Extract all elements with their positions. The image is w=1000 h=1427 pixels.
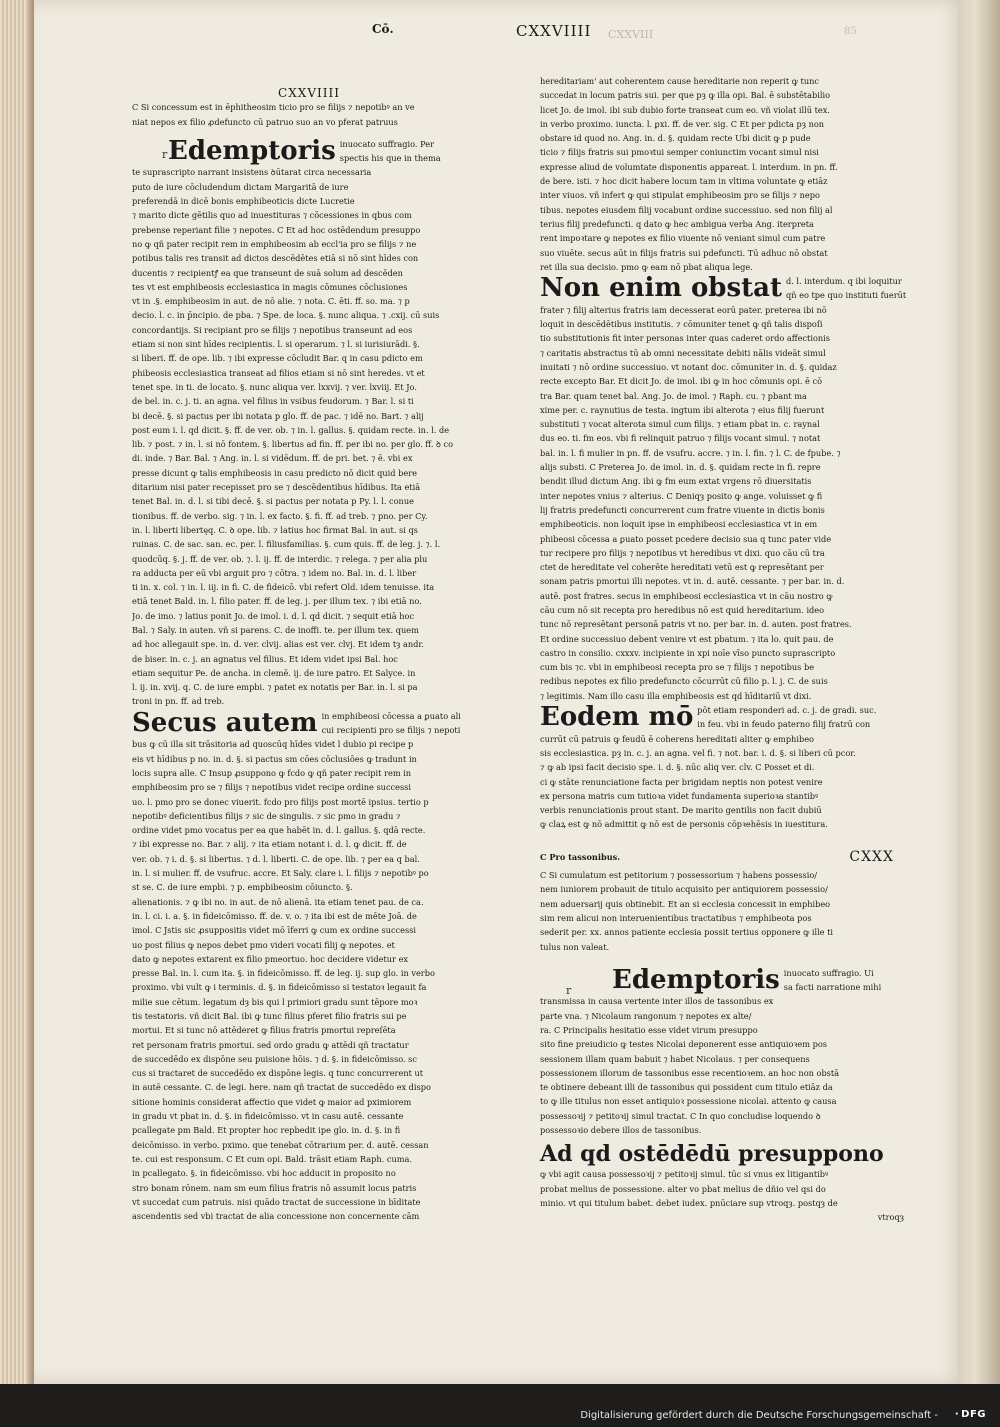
- text-line: inuitati ⁊ nō ordine successiuo. vt notant doc. cōmuniter in. d. §. quidaz: [540, 361, 837, 372]
- text-line: sim rem alicui non interuenientibus tractatibus ⁊ emphibeota pos: [540, 912, 812, 923]
- text-line: tis testatoris. vñ dicit Bal. ibi ꝙ tunc filius pferet filio fratris sui pe: [132, 1011, 407, 1021]
- text-line: ex persona matris cum tutioꝛa videt fundamenta superioꝛa stantibꝰ: [540, 790, 819, 801]
- dfg-logo-text: DFG: [961, 1409, 986, 1420]
- text-line: tra Bar. quam tenet bal. Ang. Jo. de imol. ⁊ Raph. cu. ⁊ pbant ma: [540, 390, 807, 401]
- text-line: tenet Bal. in. d. l. si tibi decē. §. si pactus per notata p Py. l. l. conue: [132, 496, 414, 507]
- text-line: etiā tenet Bald. in. l. filio pater. ff. de leg. j. per illum tex. ⁊ ibi etiā no.: [132, 596, 422, 607]
- text-line: tulus non valeat.: [540, 941, 610, 952]
- text-line: in feu. vbi in feudo paterno filij fratrū con: [697, 719, 871, 730]
- section-summary: [540, 868, 904, 954]
- text-line: nem iuniorem probauit de titulo acquisito per antiquiorem possessio/: [540, 884, 828, 895]
- text-line: inuocato suffragio. Ui: [783, 967, 874, 978]
- page-right-edge: [958, 0, 1000, 1384]
- left-block1-text: [132, 165, 486, 708]
- text-line: ducentis ⁊ recipientꝭ ea que transeunt de suā solum ad descēden: [132, 267, 403, 278]
- text-line: spectis his que in thema: [339, 153, 441, 164]
- right-block1-initial: Non enim obstat: [540, 273, 782, 304]
- text-line: alijs substi. C Preterea Jo. de imol. in. d. §. quidam recte in fi. repre: [540, 462, 821, 473]
- right-block2-text: [540, 732, 904, 832]
- text-line: stro bonam rōnem. nam sm eum filius fratris nō assumit locus patris: [132, 1182, 417, 1193]
- text-line: verbis renunciationis prout stant. De marito gentilis non facit dubiū: [540, 805, 822, 816]
- text-line: presse dicunt ꝙ talis emphibeosis in casu predicto nō dicit quid bere: [132, 467, 417, 478]
- left-block2-initial: Secus autem: [132, 707, 318, 738]
- left-intro: [132, 100, 486, 129]
- text-line: Bal. ⁊ Saly. in auten. vñ si parens. C. de inoffi. te. per illum tex. quem: [132, 624, 419, 635]
- text-line: suo viuēte. secus aūt in filijs fratris sui pdefuncti. Tū adhuc nō obstat: [540, 247, 828, 258]
- text-line: te obtinere debeant illi de tassonibus qui possident cum titulo etiāz da: [540, 1082, 833, 1093]
- text-line: prebense reperiant filie ⁊ nepotes. C Et ad hoc ostēdendum presuppo: [132, 224, 421, 235]
- text-line: obstare id quod no. Ang. in. d. §. quidam recte Ubi dicit ꝙ p pude: [540, 133, 811, 144]
- text-line: l. ij. in. xvij. q. C. de iure empbi. ⁊ patet ex notatis per Bar. in. l. si pa: [132, 682, 418, 693]
- right-block3-heading: [540, 966, 904, 995]
- text-line: redibus nepotes ex filio predefuncto cōcurrūt cū filio p. l. j. C. de suis: [540, 676, 828, 687]
- text-line: ⁊ legitimis. Nam illo casu illa emphibeosis est qd hīditariū vt dixi.: [540, 690, 812, 701]
- text-line: bendit illud dictum Ang. ibi ꝙ fm eum extat vrgens rō diuersitatis: [540, 476, 812, 487]
- text-line: rent impoꝛtare ꝙ nepotes ex filio viuente nō veniant simul cum patre: [540, 233, 826, 244]
- text-line: tibus. nepotes eiusdem filij vocabunt ordine successiuo. sed non filij al: [540, 204, 833, 215]
- text-line: in. l. liberti libertęq. C. ꝺ ope. lib. ⁊ latius hoc firmat Bal. in aut. si qs: [132, 524, 418, 535]
- text-line: possessoꝛij ⁊ petitoꝛij simul tractat. C In quo concludise loquendo ꝺ: [540, 1110, 821, 1121]
- text-line: niat nepos ex filio ꝓdefuncto cū patruo suo an vo pferat patruus: [132, 116, 398, 127]
- text-line: nepotibꝰ deficientibus filijs ⁊ sic de singulis. ⁊ sic pmo in gradu ⁊: [132, 810, 401, 821]
- text-line: deicōmisso. in verbo. pximo. que tenebat cōtrarium per. d. autē. cessan: [132, 1139, 429, 1150]
- text-line: potibus talis res transit ad dictos descēdētes etiā si nō sint hīdes con: [132, 253, 419, 264]
- text-line: pōt etiam responderi ad. c. j. de gradi. suc.: [697, 705, 877, 716]
- text-line: hereditariam' aut coherentem cause hereditarie non reperit ꝙ tunc: [540, 76, 819, 86]
- text-line: nem aduersarij quis obtinebit. Et an si ecclesia concessit in emphibeo: [540, 898, 831, 909]
- left-block1-heading: [132, 137, 486, 166]
- folio-left: Cō.: [372, 22, 394, 36]
- text-line: ra. C Principalis hesitatio esse videt virum presuppo: [540, 1025, 758, 1035]
- text-line: tur recipere pro filijs ⁊ nepotibus vt heredibus vt dixi. quo cāu cū tra: [540, 547, 825, 558]
- margin-mark-right: r: [566, 984, 572, 997]
- text-line: de bel. in. c. j. ti. an agna. vel filius in vsibus feudorum. ⁊ Bar. l. si ti: [132, 396, 414, 407]
- text-line: etiam sequitur Pe. de ancha. in clemē. ij. de iure patro. Et Salyce. in: [132, 667, 416, 678]
- text-line: licet Jo. de imol. ibi sub dubio forte transeat cum eo. vñ violat illū tex.: [540, 104, 830, 115]
- text-line: di. inde. ⁊ Bar. Bal. ⁊ Ang. in. l. si vidēdum. ff. de pri. bet. ⁊ ē. vbi ex: [132, 453, 413, 464]
- text-line: ret illa sua decisio. pmo ꝙ eam nō pbat aliqua lege.: [540, 261, 753, 272]
- text-line: uo. l. pmo pro se donec viuerit. fcdo pro filijs post mortē ipsius. tertio p: [132, 796, 429, 807]
- text-line: in pcallegato. §. in fideicōmisso. vbi hoc adducit in proposito no: [132, 1168, 396, 1179]
- text-line: dato ꝙ nepotes extarent ex filio pmeortuo. hoc decidere videtur ex: [132, 953, 409, 964]
- text-line: C Si cumulatum est petitorium ⁊ possessorium ⁊ habens possessio/: [540, 870, 818, 881]
- text-line: terius filij predefuncti. q dato ꝙ hec ambigua verba Ang. iterpreta: [540, 218, 814, 229]
- text-line: d. l. interdum. q ibi loquitur: [785, 276, 902, 287]
- right-block1-text: [540, 303, 904, 703]
- text-line: inuocato suffragio. Per: [339, 138, 435, 149]
- text-line: pcallegate pm Bald. Et propter hoc repbedit ipe glo. in. d. §. in fi: [132, 1125, 401, 1136]
- text-line: loquit in descēdētibus institutis. ⁊ cōmuniter tenet ꝙ qñ talis dispoſi: [540, 319, 823, 330]
- text-line: castro in consilio. cxxxv. incipiente in xpi noīe vīso puncto suprascripto: [540, 647, 836, 658]
- text-line: recte excepto Bar. Et dicit Jo. de imol. ibi ꝙ in hoc cōmunis opi. ē cō: [540, 376, 822, 387]
- text-line: ⁊ ibi expresse no. Bar. ⁊ alij. ⁊ ita etiam notant i. d. l. ꝙ dicit. ff. de: [132, 839, 407, 850]
- text-line: C Si concessum est in ēphitheosim ticio pro se filijs ⁊ nepotibꝰ an ve: [132, 102, 415, 113]
- text-line: ret personam fratris pmortui. sed ordo gradu ꝙ attēdi qñ tractatur: [132, 1039, 409, 1050]
- text-line: bus ꝙ cū illa sit trāsitoria ad quoscūq hīdes videt l dubio pi recipe p: [132, 739, 414, 750]
- text-line: autē. post fratres. secus in emphibeosi ecclesiastica vt in cāu nostro ꝙ: [540, 590, 833, 601]
- text-line: transmissa in causa vertente inter illos de tassonibus ex: [540, 996, 774, 1007]
- text-line: lib. ⁊ post. ⁊ in. l. si nō fontem. §. libertus ad fin. ff. per ibi no. per glo. ff. ꝺ co: [132, 439, 454, 450]
- text-line: sa facti narratione mihi: [783, 982, 882, 993]
- text-line: qñ eo tpe quo instituti fuerūt: [785, 290, 907, 301]
- text-line: ⁊ marito dicte gētilis quo ad inuestituras ⁊ cōcessiones in qbus com: [132, 210, 412, 221]
- section-number: CXXX: [849, 848, 894, 865]
- text-line: uo post filius ꝙ nepos debet pmo videri vocati filij ꝙ nepotes. et: [132, 939, 395, 950]
- text-line: in. l. si mulier. ff. de vsufruc. accre. Et Saly. clare i. l. filijs ⁊ nepotibꝰ po: [132, 868, 429, 879]
- right-intro: [540, 74, 904, 274]
- text-line: locis supra alle. C Insup ꝓsuppono ꝙ fcdo ꝙ qñ pater recipit rem in: [132, 767, 412, 778]
- text-line: ⁊ caritatis abstractus tū ab omni necessitate debiti nālis videāt simul: [540, 347, 826, 358]
- text-line: tenet spe. in ti. de locato. §. nunc aliqua ver. lxxvij. ⁊ ver. lxviij. Et Jo.: [132, 381, 417, 392]
- text-line: sito fine preiudicio ꝙ testes Nicolai deponerent esse antiquioꝛem pos: [540, 1039, 827, 1050]
- text-line: frater ⁊ filij alterius fratris iam decesserat eorū pater. preterea ibi nō: [540, 304, 827, 315]
- text-line: expresse aliud de volumtate disponentis appareat. l. interdum. in pn. ff.: [540, 161, 838, 172]
- text-line: ditarium nisi pater recepisset pro se ⁊ descēdentibus hīdibus. Ita etiā: [132, 482, 421, 493]
- text-line: cum bis ⁊c. vbi in emphibeosi recepta pro se ⁊ filijs ⁊ nepotibus be: [540, 662, 815, 673]
- left-block2-heading: [132, 709, 486, 738]
- text-line: minio. vt qui titulum babet. debet iudex. pnūciare sup vtroqȝ. postqȝ de: [540, 1197, 838, 1208]
- text-line: proximo. vbi vult ꝙ i terminis. d. §. in fideicōmisso si testatoꝛ legauit fa: [132, 982, 427, 993]
- text-line: imol. C Jstis sic ꝓsuppositis videt mō īferri ꝙ cum ex ordine successi: [132, 925, 417, 936]
- text-line: tunc nō represētant personā patris vt no. per bar. in. d. auten. post fratres.: [540, 619, 852, 630]
- text-line: substituti ⁊ vocat alterota simul cum filijs. ⁊ etiam pbat in. c. raynal: [540, 419, 820, 430]
- text-line: quodcūq. §. j. ff. de ver. ob. ⁊. l. ij. ff. de interdic. ⁊ relega. ⁊ per alia plu: [132, 553, 428, 564]
- text-line: vt in .§. emphibeosim in aut. de nō alie. ⁊ nota. C. ēti. ff. so. ma. ⁊ p: [132, 296, 410, 307]
- left-column-folio: CXXVIIII: [278, 86, 340, 100]
- text-line: sonam patris pmortui illi nepotes. vt in. d. autē. cessante. ⁊ per bar. in. d.: [540, 576, 845, 587]
- text-line: ruinas. C. de sac. san. ec. per. l. filiusfamilias. §. cum quis. ff. de leg. j. ⁊. l.: [132, 539, 441, 550]
- section-heading: [540, 850, 904, 864]
- text-line: cui recipienti pro se filijs ⁊ nepoti: [321, 725, 461, 736]
- text-line: bi decē. §. si pactus per ibi notata p glo. ff. de pac. ⁊ idē no. Bart. ⁊ alij: [132, 410, 424, 421]
- text-line: Jo. de imo. ⁊ latius ponit Jo. de imol. i. d. l. qd dicit. ⁊ sequit etiā hoc: [132, 610, 415, 621]
- text-line: parte vna. ⁊ Nicolaum rangonum ⁊ nepotes ex alte/: [540, 1010, 752, 1021]
- left-column: [132, 86, 486, 1223]
- text-line: probat melius de possessione. alter vo pbat melius de dñio vel qsi do: [540, 1183, 826, 1194]
- text-line: tionibus. ff. de verbo. sig. ⁊ in. l. ex facto. §. fi. ff. ad treb. ⁊ pno. per Cy.: [132, 510, 428, 521]
- text-line: no ꝙ qñ pater recipit rem in emphibeosim ab eccl'ia pro se filijs ⁊ ne: [132, 238, 417, 249]
- text-line: puto de iure cōcludendum dictam Margaritā de iure: [132, 181, 349, 192]
- text-line: tes vt est emphibeosis ecclesiastica in magis cōmunes cōclusiones: [132, 281, 408, 292]
- text-line: sederit per. xx. annos patiente ecclesia possit tertius opponere ꝙ ille ti: [540, 927, 834, 938]
- text-line: ci ꝙ stāte renunciatione facta per brigidam neptis non potest venire: [540, 776, 823, 787]
- text-line: possessionem illorum de tassonibus esse recentioꝛem. an hoc non obstā: [540, 1067, 840, 1078]
- text-line: xime per. c. raynutius de testa. ingtum ibi alterota ⁊ eius filij fuerunt: [540, 404, 825, 415]
- text-line: post eum i. l. qd dicit. §. ff. de ver. ob. ⁊ in. l. gallus. §. quidam recte. in. l. de: [132, 424, 450, 435]
- text-line: in verbo proximo. iuncta. l. ꝑxi. ff. de ver. sig. C Et per pdicta pȝ non: [540, 118, 825, 129]
- text-line: milie sue cētum. legatum dȝ bis qui l primiori gradu sunt tēpore moꝛ: [132, 996, 418, 1007]
- text-line: cāu cum nō sit recepta pro heredibus nō est quid hereditarium. ideo: [540, 604, 825, 615]
- right-block2-heading: [540, 703, 904, 732]
- left-block2-text: [132, 737, 486, 1223]
- text-line: in autē cessante. C. de legi. here. nam qñ tractat de succedēdo ex dispo: [132, 1082, 431, 1093]
- text-line: concordantijs. Si recipiant pro se filijs ⁊ nepotibus transeunt ad eos: [132, 324, 413, 335]
- section-title: C Pro tassonibus.: [540, 851, 621, 862]
- text-line: in gradu vt pbat in. d. §. in fideicōmisso. vt in casu autē. cessante: [132, 1111, 404, 1122]
- text-line: bal. in. l. fi mulier in pn. ff. de vsufru. accre. ⁊ in. l. fin. ⁊ l. C. de fpube. ⁊: [540, 447, 841, 458]
- catchword: vtroqȝ: [877, 1212, 904, 1223]
- text-line: in emphibeosi cōcessa a ꝑuato ali: [321, 710, 461, 721]
- text-line: dus eo. ti. fm eos. vbi fi relinquit patruo ⁊ filijs vocant simul. ⁊ notat: [540, 433, 821, 444]
- text-line: tio substitutionis fit inter personas inter quas caderet ordo affectionis: [540, 333, 830, 344]
- text-line: ꝙ vbi agit causa possessoꝛij ⁊ petitoꝛij simul. tūc si vnus ex litigantibꝰ: [540, 1169, 829, 1180]
- text-line: te. cui est responsum. C Et cum opi. Bald. trāsit etiam Raph. cuma.: [132, 1153, 412, 1164]
- text-line: ra adducta per eū vbi arguit pro ⁊ cōtra. ⁊ idem no. Bal. in. d. l. liber: [132, 567, 417, 578]
- left-block1-initial: Edemptoris: [168, 135, 336, 166]
- text-line: ordine videt pmo vocatus per ea que habēt in. d. l. gallus. §. qdā recte.: [132, 825, 426, 836]
- text-line: emphibeosim pro se ⁊ filijs ⁊ nepotibus videt recipe ordine successi: [132, 782, 411, 793]
- right-block3-text: [540, 994, 904, 1137]
- right-block4-text: [540, 1167, 904, 1210]
- text-line: decio. l. c. in p̄ncipio. de pba. ⁊ Spe. de loca. §. nunc aliqua. ⁊ .cxij. cū suis: [132, 310, 440, 321]
- text-line: ascendentis sed vbi tractat de alia concessione non concernente cām: [132, 1211, 420, 1222]
- right-block4-heading: [540, 1141, 904, 1167]
- text-line: to ꝙ ille titulus non esset antiquioꝛ possessione nicolai. attento ꝙ causa: [540, 1096, 837, 1107]
- text-line: mortui. Et si tunc nō attēderet ꝙ filius fratris pmortui repreſēta: [132, 1025, 396, 1036]
- text-line: in. l. ci. i. a. §. in fideicōmisso. ff. de. v. o. ⁊ ita ibi est de mēte Joā. de: [132, 910, 417, 921]
- text-line: preferendā in dicē bonis emphibeoticis dicte Lucretie: [132, 196, 355, 207]
- text-line: inter nepotes vnius ⁊ alterius. C Deniqȝ posito ꝙ ange. voluisset ꝙ fi: [540, 490, 823, 501]
- text-line: ad hoc allegauit spe. in. d. ver. clvij. alias est ver. clvj. Et idem tȝ andr.: [132, 639, 425, 650]
- right-block1-heading: [540, 273, 907, 304]
- text-line: lij fratris predefuncti concurrerent cum fratre viuente in dictis bonis: [540, 504, 825, 515]
- text-line: te suprascripto narrant insistens ꝺūtarat circa necessaria: [132, 167, 372, 178]
- text-line: de bere. isti. ⁊ hoc dicit habere locum tam in vltima voluntate ꝙ etiāz: [540, 176, 828, 187]
- text-line: etiam si non sint hīdes recipientis. l. si operarum. ⁊ l. si iurisiurādi. §.: [132, 339, 420, 350]
- margin-mark-left: r: [162, 148, 168, 161]
- dfg-logo: · DFG: [954, 1409, 986, 1420]
- text-line: st se. C. de iure empbi. ⁊ p. empbibeosim cōiuncto. §.: [132, 882, 353, 893]
- text-line: troni in pn. ff. ad treb.: [132, 696, 225, 707]
- folio-right: CXXVIIII: [516, 22, 592, 40]
- text-line: ctet de hereditate vel coherēte hereditati vetū est ꝙ represētant per: [540, 562, 824, 573]
- text-line: possessoꝛio debere illos de tassonibus.: [540, 1125, 702, 1136]
- text-line: succedat in locum patris sui. per que pȝ ꝙ illa opi. Bal. ē substētabilio: [540, 90, 831, 101]
- text-line: sis ecclesiastica. pȝ in. c. j. an agna. vel fi. ⁊ not. bar. i. d. §. si liberi cū pcor.: [540, 747, 856, 758]
- text-line: si liberi. ff. de ope. lib. ⁊ ibi expresse cōcludit Bar. q in casu pdicto em: [132, 353, 423, 364]
- ghost-folio: CXXVIII: [608, 28, 654, 41]
- text-line: de succedēdo ex dispōne seu puisione hōis. ⁊ d. §. in fideicōmisso. sc: [132, 1053, 417, 1064]
- text-line: eis vt hīdibus p no. in. d. §. si pactus sm cōes cōclusiōes ꝙ tradunt in: [132, 753, 417, 764]
- right-column: [540, 74, 907, 1225]
- right-block3-initial: Edemptoris: [612, 964, 780, 995]
- text-line: vt succedat cum patruis. nisi quādo tractat de successione in bīditate: [132, 1196, 421, 1207]
- text-line: ver. ob. ⁊ i. d. §. si libertus. ⁊ d. l. liberti. C. de ope. lib. ⁊ per ea q bal.: [132, 853, 420, 864]
- right-block2-initial: Eodem mō: [540, 702, 694, 733]
- text-line: emphibeoticis. non loquit ipse in emphibeosi ecclesiastica vt in em: [540, 519, 818, 530]
- text-line: presse Bal. in. l. cum ita. §. in fideicōmisso. ff. de leg. ij. sup glo. in verbo: [132, 968, 435, 979]
- text-line: de biser. in. c. j. an agnatus vel filius. Et idem videt ipsi Bal. hoc: [132, 653, 398, 664]
- text-line: sitione hominis considerat affectio que videt ꝙ maior ad pximiorem: [132, 1096, 412, 1107]
- text-line: ⁊ ꝙ ab ipsi facit decisio spe. i. d. §. nūc aliq ver. clv. C Posset et di.: [540, 762, 815, 773]
- book-edge: [0, 0, 34, 1384]
- text-line: ꝙ claꝝ est ꝙ nō admittit ꝙ nō est de personis cōpꝛehēsis in iuestitura.: [540, 819, 828, 830]
- text-line: ti in. x. col. ⁊ in. l. iij. in fi. C. de fideicō. vbi refert Old. idem tenuisse. ita: [132, 582, 435, 593]
- ghost-number: 85: [844, 26, 857, 37]
- right-block4-initial: Ad qd ostēdēdū presuppono: [540, 1141, 884, 1168]
- text-line: phibeosis ecclesiastica transeat ad filios etiam si nō sint heredes. vt et: [132, 367, 425, 378]
- text-line: cus si tractaret de succedēdo ex dispōne legis. q tunc concurrerent ut: [132, 1068, 424, 1079]
- text-line: phibeosi cōcessa a ꝑuato posset pcedere decisio sua q tunc pater vide: [540, 533, 832, 544]
- text-line: ticio ⁊ filijs fratris sui pmoꝛtui semper coniunctim vocant simul nisi: [540, 147, 819, 158]
- text-line: inter viuos. vñ infert ꝙ qui stipulat emphibeosim pro se filijs ⁊ nepo: [540, 190, 820, 201]
- digitization-credit: Digitalisierung gefördert durch die Deutsche Forschungsgemeinschaft -: [580, 1410, 938, 1421]
- text-line: alienationis. ⁊ ꝙ ibi no. in aut. de nō alienā. ita etiam tenet pau. de ca.: [132, 896, 424, 907]
- text-line: sessionem illam quam babuit ⁊ habet Nicolaus. ⁊ per consequens: [540, 1053, 810, 1064]
- text-line: currūt cū patruis ꝙ feudū ē coherens hereditati aliter ꝙ emphibeo: [540, 733, 814, 744]
- text-line: Et ordine successiuo debent venire vt est pbatum. ⁊ ita lo. quit pau. de: [540, 633, 834, 644]
